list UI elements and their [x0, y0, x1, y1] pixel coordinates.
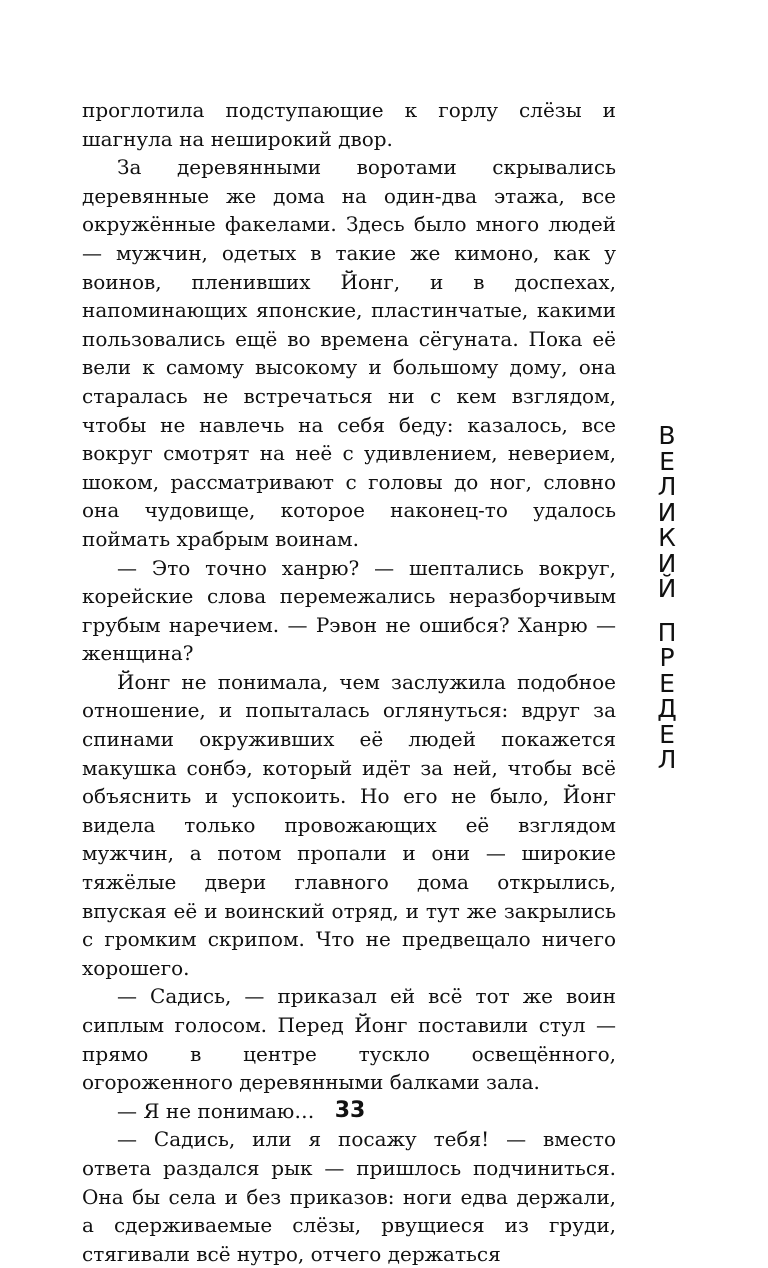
paragraph-5: — Садись, — приказал ей всё тот же воин сиплым голосом. Перед Йонг поставили стул — прямо в центре тускло освещённого, огороженного деревянными балками зала.	[82, 984, 616, 1095]
running-title	[652, 423, 682, 773]
page-number: 33	[334, 1098, 366, 1123]
paragraph-1: проглотила подступающие к горлу слёзы и шагнула на неширокий двор.	[82, 98, 616, 151]
paragraph-6: — Я не понимаю…	[117, 1098, 315, 1123]
running-title-letter: Л	[657, 745, 677, 774]
running-title-letter: Р	[659, 643, 675, 672]
running-title-letter: Е	[659, 446, 675, 476]
running-title-letter: Е	[659, 719, 675, 749]
running-title-letter: П	[657, 617, 677, 647]
paragraph-3: — Это точно ханрю? — шептались вокруг, корейские слова перемежались неразборчивым грубым наречием. — Рэвон не ошибся? Ханрю — женщина?	[82, 555, 616, 666]
running-title-letter: К	[658, 523, 676, 552]
running-title-letter: Д	[657, 694, 677, 723]
body-text	[82, 96, 616, 1268]
running-title-word-gap	[652, 602, 682, 620]
paragraph-2: За деревянными воротами скрывались деревянные же дома на один-два этажа, все окружённые факелами. Здесь было много людей — мужчин, одетых в такие же кимоно, как у воинов, пленивших Йонг, и в доспехах, напоминающих японские, пластинчатые, какими пользовались ещё во времена сёгуната. Пока её вели к самому высокому и большому дому, она старалась не встречаться ни с кем взглядом, чтобы не навлечь на себя беду: казалось, все вокруг смотрят на неё с удивлением, неверием, шоком, рассматривают с головы до ног, словно она чудовище, которое наконец-то удалось поймать храбрым воинам.	[82, 155, 616, 551]
paragraph-7: — Садись, или я посажу тебя! — вместо ответа раздался рык — пришлось подчиниться. Она бы села и без приказов: ноги едва держали, а сдерживаемые слёзы, рвущиеся из груди, стягивали всё нутро, отчего держаться	[82, 1127, 616, 1266]
paragraph-4: Йонг не понимала, чем заслужила подобное отношение, и попыталась оглянуться: вдруг за спинами окруживших её людей покажется макушка сонбэ, который идёт за ней, чтобы всё объяснить и успокоить. Но его не было, Йонг видела только провожающих её взглядом мужчин, а потом пропали и они — широкие тяжёлые двери главного дома открылись, впуская её и воинский отряд, и тут же закрылись с громким скрипом. Что не предвещало ничего хорошего.	[82, 669, 616, 980]
running-title-letter: Й	[657, 574, 677, 603]
running-title-letter: И	[657, 548, 677, 578]
running-title-letter: И	[657, 497, 677, 527]
running-title-letter: В	[658, 421, 676, 450]
running-title-letter: Л	[657, 472, 677, 501]
running-title-letter: Е	[659, 668, 675, 698]
